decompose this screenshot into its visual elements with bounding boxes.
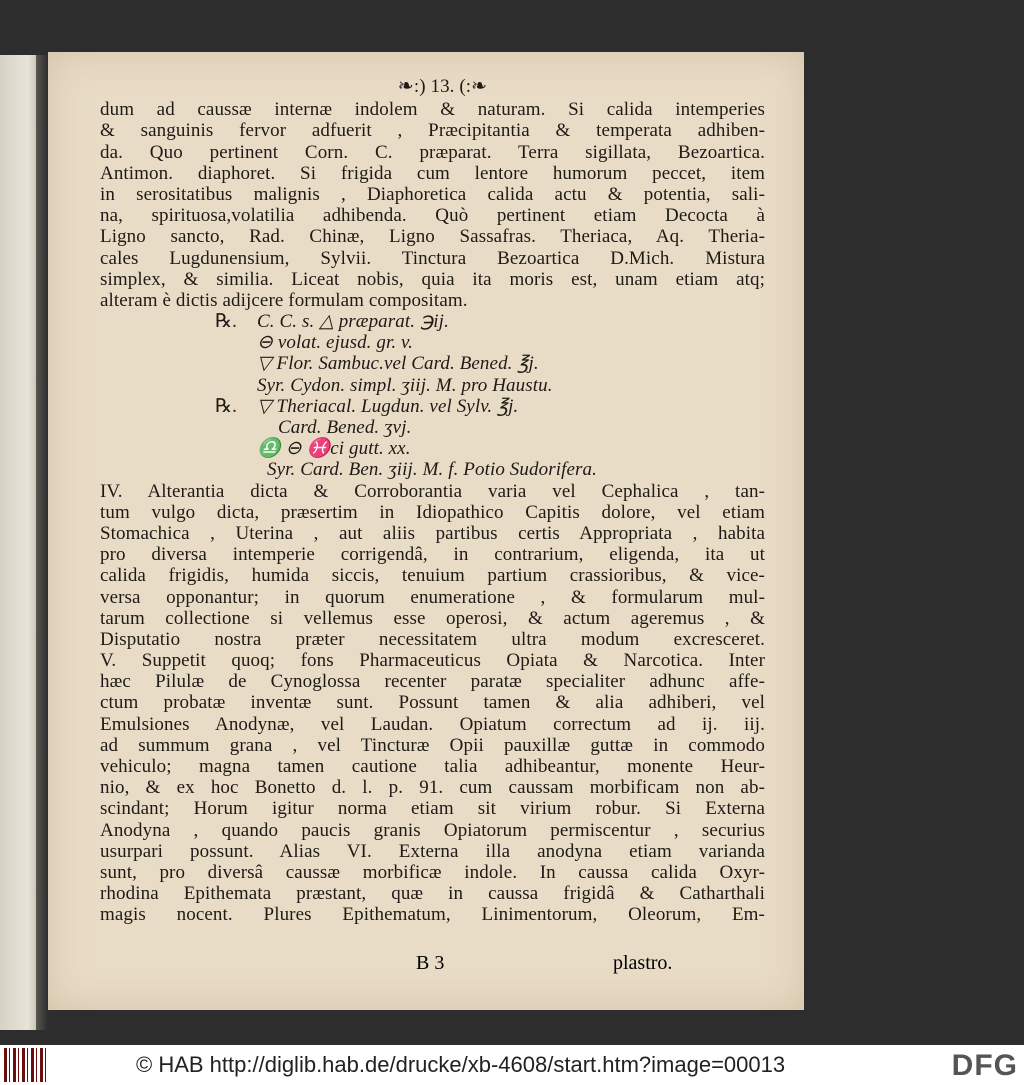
recipe-line <box>100 332 765 353</box>
recipe-line <box>100 396 765 417</box>
text-line: na, spirituosa,volatilia adhibenda. Quò pertinent etiam Decocta à <box>100 205 765 227</box>
text-line: dum ad caussæ internæ indolem & naturam. Si calida intemperies <box>100 99 765 121</box>
recipe-text: Syr. Cydon. simpl. ʒiij. M. pro Haustu. <box>257 374 553 396</box>
text-line: IV. Alterantia dicta & Corroborantia varia vel Cephalica , tan- <box>100 480 765 502</box>
book-edge <box>0 55 40 1030</box>
text-line: pro diversa intemperie corrigendâ, in contrarium, eligenda, ita ut <box>100 544 765 566</box>
text-line: rhodina Epithemata præstant, quæ in caussa frigidâ & Catharthali <box>100 883 765 905</box>
paragraph-intro <box>100 99 765 311</box>
recipe-line <box>100 438 765 459</box>
text-line: Ligno sancto, Rad. Chinæ, Ligno Sassafras. Theriaca, Aq. Theria- <box>100 226 765 248</box>
catchword: plastro. <box>613 952 673 974</box>
text-line: in serositatibus malignis , Diaphoretica calida actu & potentia, sali- <box>100 183 765 205</box>
text-line: sunt, pro diversâ caussæ morbificæ indole. In caussa calida Oxyr- <box>100 861 765 883</box>
text-line: calida frigidis, humida siccis, tenuium partium crassioribus, & vice- <box>100 565 765 587</box>
recipe-text: C. C. s. △ præparat. ℈ij. <box>257 311 449 333</box>
recipe-text: ▽ Flor. Sambuc.vel Card. Bened. ℥j. <box>257 353 539 375</box>
recipe-block <box>100 311 765 481</box>
text-line: Antimon. diaphoret. Si frigida cum lentore humorum peccet, item <box>100 162 765 184</box>
text-line: Stomachica , Uterina , aut aliis partibus certis Appropriata , habita <box>100 522 765 544</box>
page-number-header: ❧:) 13. (:❧ <box>397 76 488 97</box>
recipe-line <box>100 417 765 438</box>
signature-mark: B 3 <box>416 952 445 974</box>
paragraph-main <box>100 481 765 926</box>
text-line: versa opponantur; in quorum enumeratione , & formularum mul- <box>100 586 765 608</box>
footer-bar <box>0 1045 1024 1085</box>
text-line: nio, & ex hoc Bonetto d. l. p. 91. cum caussam morbificam non ab- <box>100 777 765 799</box>
text-line: tarum collectione si vellemus esse operosi, & actum ageremus , & <box>100 607 765 629</box>
recipe-symbol: ℞. <box>215 395 237 417</box>
hab-logo-icon <box>4 1048 48 1082</box>
recipe-line <box>100 459 765 480</box>
page-body <box>100 76 765 926</box>
recipe-text: Syr. Card. Ben. ʒiij. M. f. Potio Sudorifera. <box>267 459 597 481</box>
text-line: hæc Pilulæ de Cynoglossa recenter paratæ specialiter adhunc affe- <box>100 671 765 693</box>
copyright-url: © HAB http://diglib.hab.de/drucke/xb-4608/start.htm?image=00013 <box>136 1052 786 1077</box>
scanned-page <box>48 52 804 1010</box>
text-line: Emulsiones Anodynæ, vel Laudan. Opiatum correctum ad ij. iij. <box>100 713 765 735</box>
text-line: vehiculo; magna tamen cautione talia adhibeantur, monente Heur- <box>100 756 765 778</box>
text-line: V. Suppetit quoq; fons Pharmaceuticus Opiata & Narcotica. Inter <box>100 650 765 672</box>
text-line: magis nocent. Plures Epithematum, Linimentorum, Oleorum, Em- <box>100 904 765 926</box>
recipe-text: ♎ ⊖ ♓ci gutt. xx. <box>257 438 411 460</box>
recipe-text: ▽ Theriacal. Lugdun. vel Sylv. ℥j. <box>257 395 519 417</box>
recipe-text: Card. Bened. ʒvj. <box>278 417 412 439</box>
recipe-line <box>100 353 765 374</box>
book-gutter-shadow <box>36 55 48 1030</box>
recipe-symbol: ℞. <box>215 311 237 333</box>
text-line: Disputatio nostra præter necessitatem ultra modum excresceret. <box>100 628 765 650</box>
text-line: scindant; Horum igitur norma etiam sit virium robur. Si Externa <box>100 798 765 820</box>
text-line: tum vulgo dicta, præsertim in Idiopathico Capitis dolore, vel etiam <box>100 501 765 523</box>
text-line: da. Quo pertinent Corn. C. præparat. Terra sigillata, Bezoartica. <box>100 141 765 163</box>
recipe-text: ⊖ volat. ejusd. gr. v. <box>257 332 414 354</box>
text-line: ctum probatæ inventæ sunt. Possunt tamen & alia adhiberi, vel <box>100 692 765 714</box>
text-line: alteram è dictis adijcere formulam compositam. <box>100 289 468 311</box>
text-line: Anodyna , quando paucis granis Opiatorum permiscentur , securius <box>100 819 765 841</box>
text-line: simplex, & similia. Liceat nobis, quia ita moris est, unam etiam atq; <box>100 268 765 290</box>
recipe-line <box>100 311 765 332</box>
text-line: cales Lugdunensium, Sylvii. Tinctura Bezoartica D.Mich. Mistura <box>100 247 765 269</box>
dfg-logo: DFG <box>951 1049 1018 1082</box>
text-line: ad summum grana , vel Tincturæ Opii pauxillæ guttæ in commodo <box>100 734 765 756</box>
text-line: usurpari possunt. Alias VI. Externa illa anodyna etiam varianda <box>100 840 765 862</box>
text-line: & sanguinis fervor adfuerit , Præcipitantia & temperata adhiben- <box>100 120 765 142</box>
recipe-line <box>100 375 765 396</box>
